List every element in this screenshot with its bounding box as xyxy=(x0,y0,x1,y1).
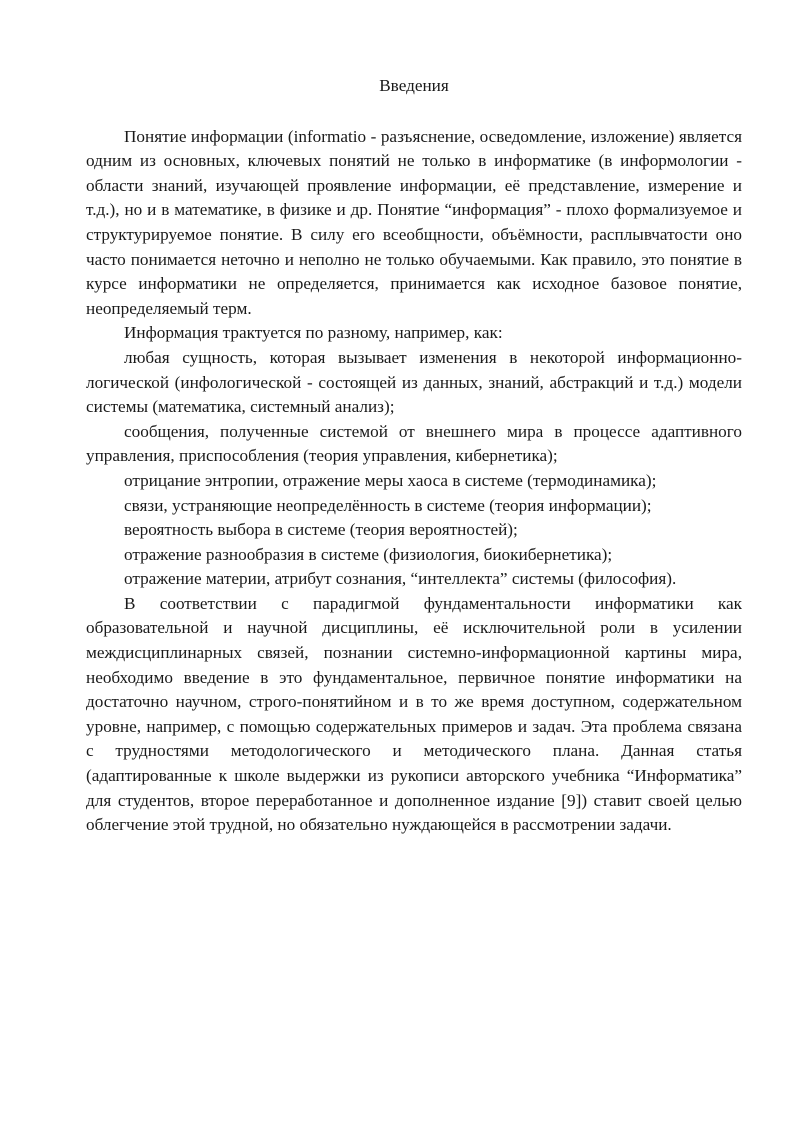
list-item: связи, устраняющие неопределённость в системе (теория информации); xyxy=(124,495,652,515)
list-item: сообщения, полученные системой от внешнего мира в процессе адаптивного управления, приспособления (теория управления, кибернетика); xyxy=(86,421,742,466)
list-item: отражение материи, атрибут сознания, “интеллекта” системы (философия). xyxy=(124,569,677,589)
document-body xyxy=(86,74,742,838)
list-item: отрицание энтропии, отражение меры хаоса в системе (термодинамика); xyxy=(124,470,657,490)
list-item: вероятность выбора в системе (теория вероятностей); xyxy=(124,520,518,540)
closing-paragraph: В соответствии с парадигмой фундаментальности информатики как образовательной и научной дисциплины, её исключительной роли в усилении междисциплинарных связей, познании системно-информационной картины мира, необходимо введение в это фундаментальное, первичное понятие информатики на достаточно научном, строго-понятийном и в то же время доступном, содержательном уровне, например, с помощью содержательных примеров и задач. Эта проблема связана с трудностями методологического и методического плана. Данная статья (адаптированные к школе выдержки из рукописи авторского учебника “Информатика” для студентов, второе переработанное и дополненное издание [9]) ставит своей целью облегчение этой трудной, но обязательно нуждающейся в рассмотрении задачи. xyxy=(86,593,742,835)
page-title: Введения xyxy=(379,76,449,95)
list-item: любая сущность, которая вызывает изменения в некоторой информационно-логической (инфологической - состоящей из данных, знаний, абстракций и т.д.) модели системы (математика, системный анализ); xyxy=(86,347,742,417)
list-intro: Информация трактуется по разному, например, как: xyxy=(124,323,503,343)
intro-paragraph: Понятие информации (informatio - разъяснение, осведомление, изложение) является одним из основных, ключевых понятий не только в информатике (в информологии - области знаний, изучающей проявление информации, её представление, измерение и т.д.), но и в математике, в физике и др. Понятие “информация” - плохо формализуемое и структурируемое понятие. В силу его всеобщности, объёмности, расплывчатости оно часто понимается неточно и неполно не только обучаемыми. Как правило, это понятие в курсе информатики не определяется, принимается как исходное базовое понятие, неопределяемый терм. xyxy=(86,126,742,318)
list-item: отражение разнообразия в системе (физиология, биокибернетика); xyxy=(124,544,613,564)
